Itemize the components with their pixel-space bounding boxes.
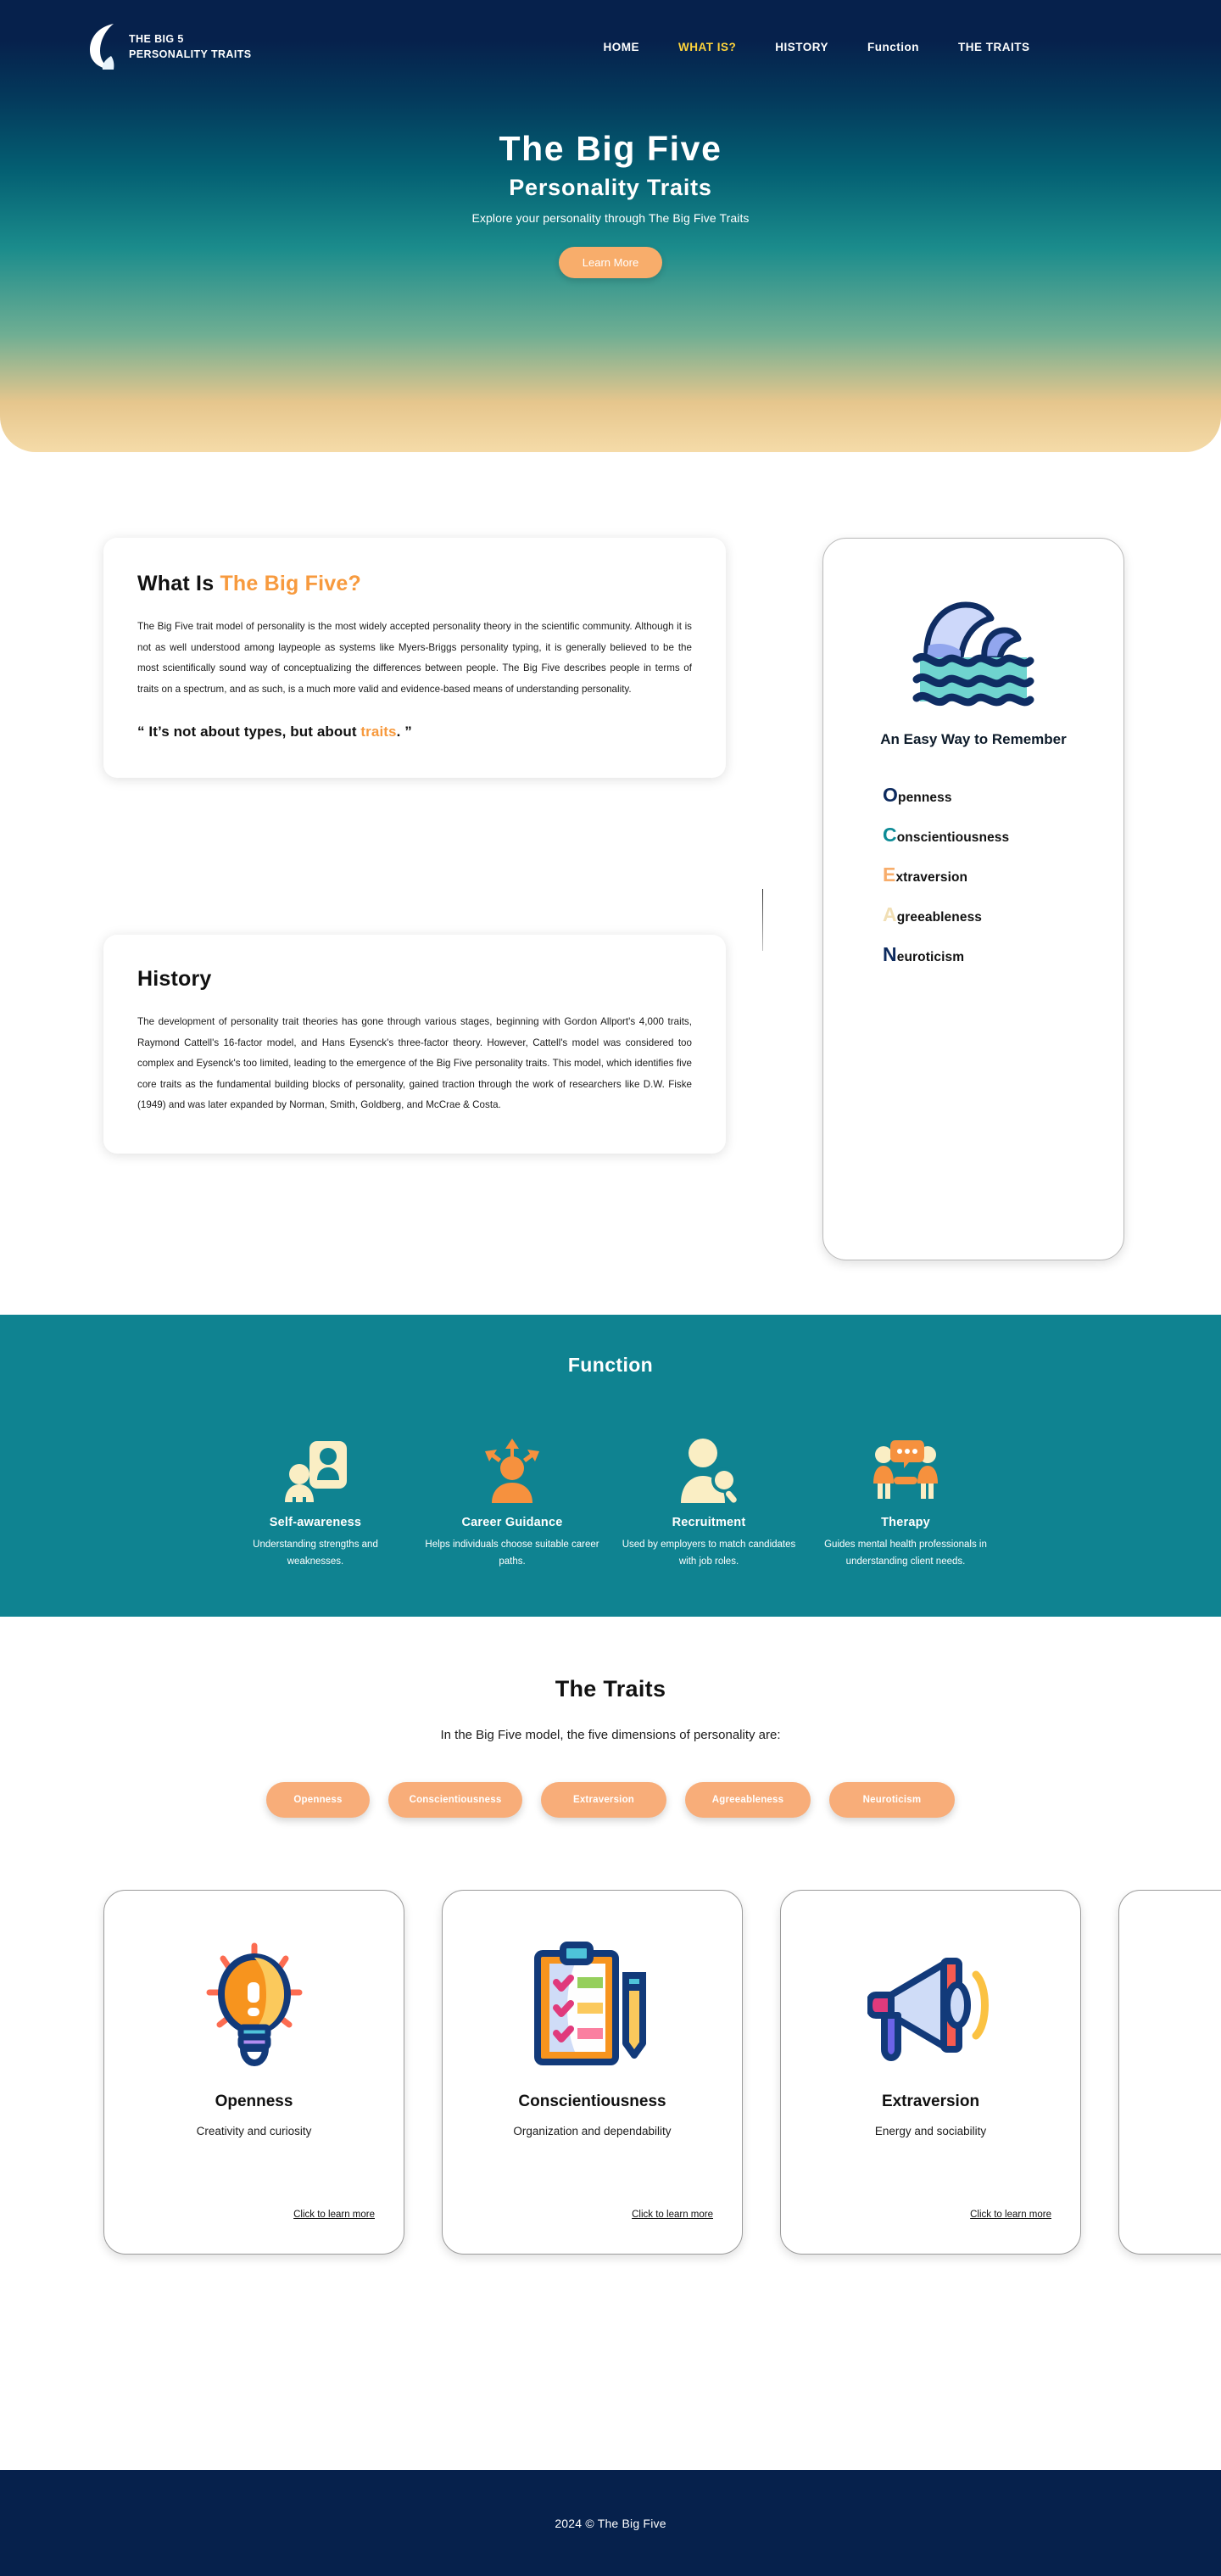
ocean-letter-e: E	[883, 863, 896, 886]
nav-links	[603, 41, 1029, 53]
function-desc-recruitment: Used by employers to match candidates with job roles.	[622, 1539, 796, 1567]
trait-desc-openness: Creativity and curiosity	[196, 2125, 312, 2138]
trait-pill-extraversion[interactable]: Extraversion	[541, 1782, 666, 1818]
what-is-quote	[137, 724, 692, 740]
traits-title: The Traits	[555, 1675, 666, 1702]
recruitment-icon	[621, 1426, 797, 1504]
history-card	[103, 935, 726, 1154]
trait-pill-agreeableness[interactable]: Agreeableness	[685, 1782, 811, 1818]
what-is-heading	[137, 572, 692, 596]
clipboard-checklist-icon	[471, 1925, 713, 2086]
function-name-self-awareness: Self-awareness	[269, 1516, 362, 1529]
trait-name-openness: Openness	[215, 2093, 293, 2111]
what-is-heading-accent: The Big Five?	[220, 572, 361, 595]
ocean-wave-icon	[823, 591, 1123, 712]
what-is-heading-plain: What Is	[137, 572, 220, 595]
ocean-card-title: An Easy Way to Remember	[880, 731, 1067, 747]
quote-open: “ It’s not about types, but about	[137, 724, 361, 740]
quote-close: . ”	[396, 724, 412, 740]
ocean-mnemonic-card	[822, 538, 1124, 1260]
function-grid	[0, 1426, 1221, 1571]
ocean-word-conscientiousness: onscientiousness	[896, 830, 1010, 845]
ocean-word-extraversion: xtraversion	[895, 869, 968, 885]
trait-desc-extraversion: Energy and sociability	[874, 2125, 987, 2138]
ocean-letter-n: N	[883, 942, 897, 965]
nav-item-function[interactable]: Function	[867, 40, 919, 53]
footer-copyright: 2024 © The Big Five	[555, 2516, 666, 2530]
what-is-body: The Big Five trait model of personality is the most widely accepted personality theory in the scientific community. Although it is not as well understood among laypeople as systems like Myers-Briggs personality typing, it is generally believed to be the most scientifically sound way of conceptualizing the differences between people. The Big Five describes people in terms of traits on a spectrum, and as such, is a much more valid and evidence-based means of understanding personality.	[137, 621, 692, 695]
traits-subtitle: In the Big Five model, the five dimensions of personality are:	[440, 1727, 781, 1742]
column-divider	[762, 889, 763, 951]
main-content	[0, 452, 1221, 2271]
trait-pill-conscientiousness[interactable]: Conscientiousness	[388, 1782, 522, 1818]
ocean-letter-o: O	[883, 783, 898, 806]
ocean-letter-a: A	[883, 902, 897, 925]
brand[interactable]	[88, 22, 251, 71]
brand-name: THE BIG 5 PERSONALITY TRAITS	[129, 32, 252, 60]
therapy-icon	[817, 1426, 994, 1504]
wave-logo-icon	[88, 22, 117, 71]
function-name-recruitment: Recruitment	[672, 1516, 746, 1529]
ocean-word-agreeableness: greeableness	[896, 909, 983, 925]
trait-link-extraversion[interactable]: Click to learn more	[970, 2210, 1051, 2221]
trait-pill-row	[0, 1782, 1221, 1818]
traits-section	[0, 1617, 1221, 2271]
trait-card-openness[interactable]	[103, 1890, 404, 2255]
trait-name-conscientiousness: Conscientiousness	[518, 2093, 666, 2111]
history-heading: History	[137, 967, 212, 991]
ocean-item-extraversion	[883, 865, 1123, 886]
trait-pill-openness[interactable]: Openness	[266, 1782, 370, 1818]
navbar	[0, 0, 1221, 93]
ocean-item-conscientiousness	[883, 825, 1123, 846]
trait-desc-conscientiousness: Organization and dependability	[513, 2125, 672, 2138]
career-guidance-icon	[424, 1426, 600, 1504]
function-item-therapy	[807, 1426, 1004, 1571]
function-section	[0, 1315, 1221, 1617]
hero-description: Explore your personality through The Big Five Traits	[471, 211, 750, 226]
trait-name-extraversion: Extraversion	[881, 2093, 980, 2111]
megaphone-icon	[810, 1925, 1051, 2086]
hero-subtitle: Personality Traits	[509, 175, 712, 201]
nav-item-history[interactable]: HISTORY	[775, 40, 828, 53]
footer	[0, 2470, 1221, 2576]
trait-card-next-partial[interactable]	[1118, 1890, 1221, 2255]
lightbulb-icon	[133, 1925, 375, 2086]
ocean-item-openness	[883, 785, 1123, 806]
nav-item-home[interactable]: HOME	[603, 40, 639, 53]
function-item-career-guidance	[414, 1426, 610, 1571]
function-desc-self-awareness: Understanding strengths and weaknesses.	[253, 1539, 378, 1567]
function-item-recruitment	[610, 1426, 807, 1571]
trait-card-carousel[interactable]	[0, 1890, 1221, 2271]
trait-card-extraversion[interactable]	[780, 1890, 1081, 2255]
self-awareness-icon	[227, 1426, 404, 1504]
nav-item-what-is[interactable]: WHAT IS?	[677, 40, 737, 53]
learn-more-button[interactable]: Learn More	[559, 247, 662, 278]
function-title: Function	[567, 1354, 654, 1376]
what-is-card	[103, 538, 726, 778]
history-body: The development of personality trait theories has gone through various stages, beginning with Gordon Allport's 4,000 traits, Raymond Cattell's 16-factor model, and Hans Eysenck's three-factor theory. However, Cattell's model was considered too complex and Eysenck's too limited, leading to the emergence of the Big Five personality traits. This model, which identifies five core traits as the fundamental building blocks of personality, gained traction through the work of researchers like D.W. Fiske (1949) and was later expanded by Norman, Smith, Goldberg, and McCrae & Costa.	[137, 1016, 692, 1111]
trait-card-conscientiousness[interactable]	[442, 1890, 743, 2255]
function-desc-career-guidance: Helps individuals choose suitable career paths.	[425, 1539, 599, 1567]
hero-title: The Big Five	[499, 129, 722, 168]
trait-link-conscientiousness[interactable]: Click to learn more	[632, 2210, 713, 2221]
ocean-item-agreeableness	[883, 902, 1123, 925]
ocean-word-neuroticism: euroticism	[896, 949, 965, 964]
ocean-item-neuroticism	[883, 942, 1123, 965]
about-row	[0, 538, 1221, 1276]
ocean-word-openness: penness	[898, 790, 952, 805]
hero-section	[0, 0, 1221, 452]
ocean-acronym-list	[823, 785, 1123, 965]
quote-accent: traits	[360, 724, 397, 740]
trait-pill-neuroticism[interactable]: Neuroticism	[829, 1782, 955, 1818]
function-name-therapy: Therapy	[881, 1516, 930, 1529]
function-desc-therapy: Guides mental health professionals in understanding client needs.	[824, 1539, 987, 1567]
hero-content	[0, 127, 1221, 278]
function-name-career-guidance: Career Guidance	[461, 1516, 563, 1529]
ocean-letter-c: C	[883, 823, 897, 846]
nav-item-the-traits[interactable]: THE TRAITS	[958, 40, 1030, 53]
function-item-self-awareness	[217, 1426, 414, 1571]
trait-link-openness[interactable]: Click to learn more	[293, 2210, 375, 2221]
